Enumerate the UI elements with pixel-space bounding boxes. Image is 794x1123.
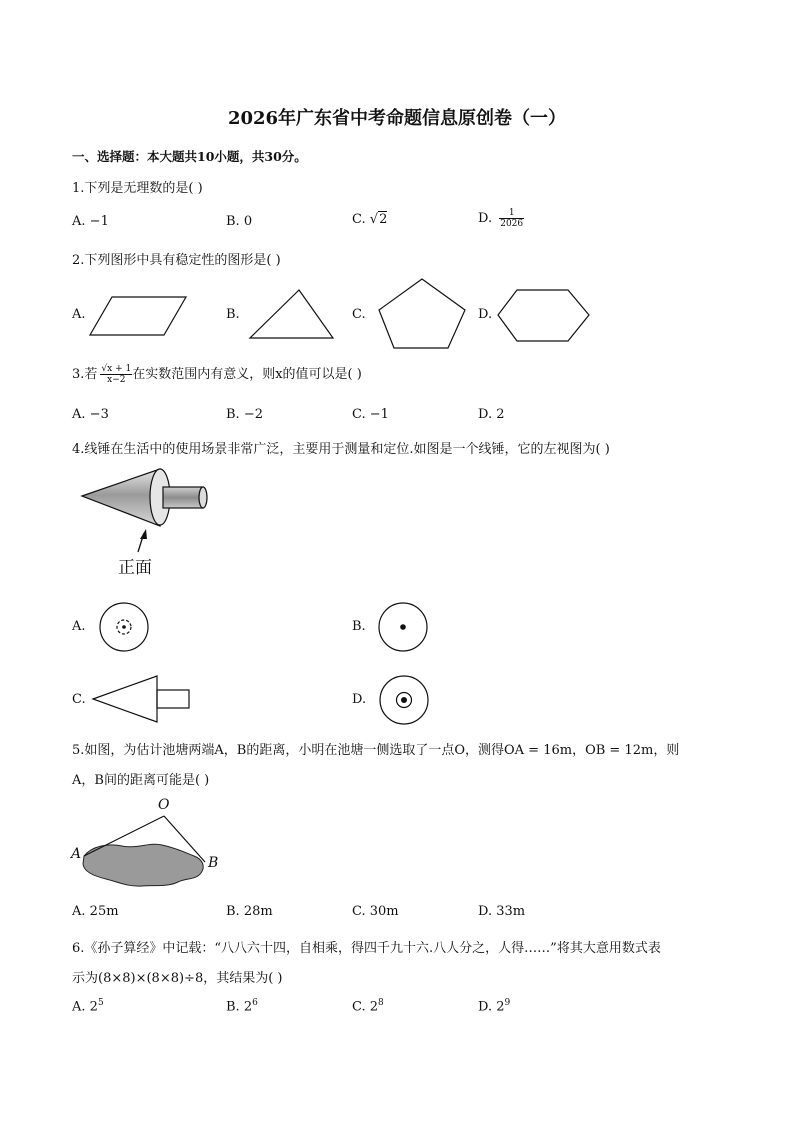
option-key: A. — [72, 904, 86, 919]
q6-option-a[interactable] — [72, 998, 104, 1014]
page-title: 2026年广东省中考命题信息原创卷（一） — [227, 108, 567, 129]
option-key: D. — [478, 211, 493, 226]
point-label-a: A — [71, 846, 82, 862]
front-view-label: 正面 — [118, 558, 152, 578]
q6-option-c[interactable] — [352, 998, 384, 1014]
option-value: 30m — [369, 904, 399, 919]
q2-option-c-key[interactable]: C. — [352, 307, 366, 322]
question-2-stem: 2.下列图形中具有稳定性的图形是( ) — [72, 253, 281, 268]
power-base: 2 — [243, 999, 253, 1015]
sqrt-symbol: √ — [369, 212, 379, 227]
option-key: D. — [478, 904, 493, 919]
q4-option-a-key[interactable]: A. — [72, 619, 86, 634]
question-6-stem-line1: 6.《孙子算经》中记载：“八八六十四，自相乘，得四千九十六.八人分之，人得……”将其大意用数式表 — [72, 941, 661, 956]
option-value: 28m — [243, 904, 273, 919]
stem-prefix: 3.若 — [72, 367, 98, 382]
q5-option-d[interactable] — [478, 904, 525, 919]
option-key: A. — [72, 999, 86, 1015]
option-key: C. — [352, 407, 366, 422]
power-base: 2 — [496, 999, 505, 1015]
power-exponent: 8 — [378, 998, 384, 1008]
option-value: 2 — [379, 212, 388, 227]
q4-option-b-key[interactable]: B. — [352, 619, 366, 634]
power-base: 2 — [369, 999, 379, 1015]
pond-shape — [83, 844, 203, 886]
q6-option-d[interactable] — [478, 998, 510, 1014]
option-value: −2 — [243, 407, 263, 422]
q2-option-d-key[interactable]: D. — [478, 307, 493, 322]
option-key: C. — [352, 904, 366, 919]
option-key: B. — [226, 214, 240, 229]
option-key: B. — [226, 407, 240, 422]
power-exponent: 9 — [504, 998, 511, 1008]
question-1-stem: 1.下列是无理数的是( ) — [72, 181, 203, 196]
q4-option-d-key[interactable]: D. — [352, 692, 367, 707]
q2-option-b-key[interactable]: B. — [226, 307, 240, 322]
option-value: 0 — [243, 214, 253, 229]
option-key: D. — [478, 407, 493, 422]
question-6-stem-line2: 示为(8×8)×(8×8)÷8，其结果为( ) — [72, 971, 283, 986]
option-key: C. — [352, 999, 366, 1015]
question-5-stem-line2: A，B间的距离可能是( ) — [72, 773, 210, 788]
option-key: C. — [352, 212, 366, 227]
q4-option-c-key[interactable]: C. — [72, 692, 86, 707]
option-key: D. — [478, 999, 493, 1015]
point-label-b: B — [208, 855, 219, 871]
q6-option-b[interactable] — [226, 998, 258, 1014]
point-label-o: O — [158, 797, 170, 813]
power-exponent: 6 — [252, 998, 258, 1008]
q2-option-a-key[interactable]: A. — [72, 307, 86, 322]
option-key: B. — [226, 999, 240, 1015]
fraction-numerator: √x + 1 — [101, 364, 132, 374]
fraction-numerator: 1 — [499, 208, 524, 219]
stem-suffix: 在实数范围内有意义，则x的值可以是( ) — [132, 367, 362, 382]
option-value: 25m — [89, 904, 119, 919]
option-value: 2 — [496, 407, 505, 422]
power-exponent: 5 — [97, 998, 104, 1008]
section-heading: 一、选择题：本大题共10小题，共30分。 — [72, 149, 307, 164]
option-key: B. — [226, 904, 240, 919]
q5-option-a[interactable] — [72, 904, 119, 919]
option-key: A. — [72, 407, 86, 422]
option-key: A. — [72, 214, 86, 229]
q5-option-c[interactable] — [352, 904, 399, 919]
question-4-stem: 4.线锤在生活中的使用场景非常广泛，主要用于测量和定位.如图是一个线锤，它的左视图为( ) — [72, 442, 610, 457]
power-base: 2 — [89, 999, 98, 1015]
question-5-stem-line1: 5.如图，为估计池塘两端A，B的距离，小明在池塘一侧选取了一点O，测得OA = 16m，OB = 12m，则 — [72, 743, 680, 758]
fraction-denominator: 2026 — [500, 219, 524, 229]
option-value: −1 — [369, 407, 389, 422]
option-value: −1 — [89, 214, 109, 229]
option-value: 33m — [496, 904, 526, 919]
option-value: −3 — [89, 407, 109, 422]
fraction-denominator: x−2 — [107, 375, 126, 385]
q5-option-b[interactable] — [226, 904, 273, 919]
